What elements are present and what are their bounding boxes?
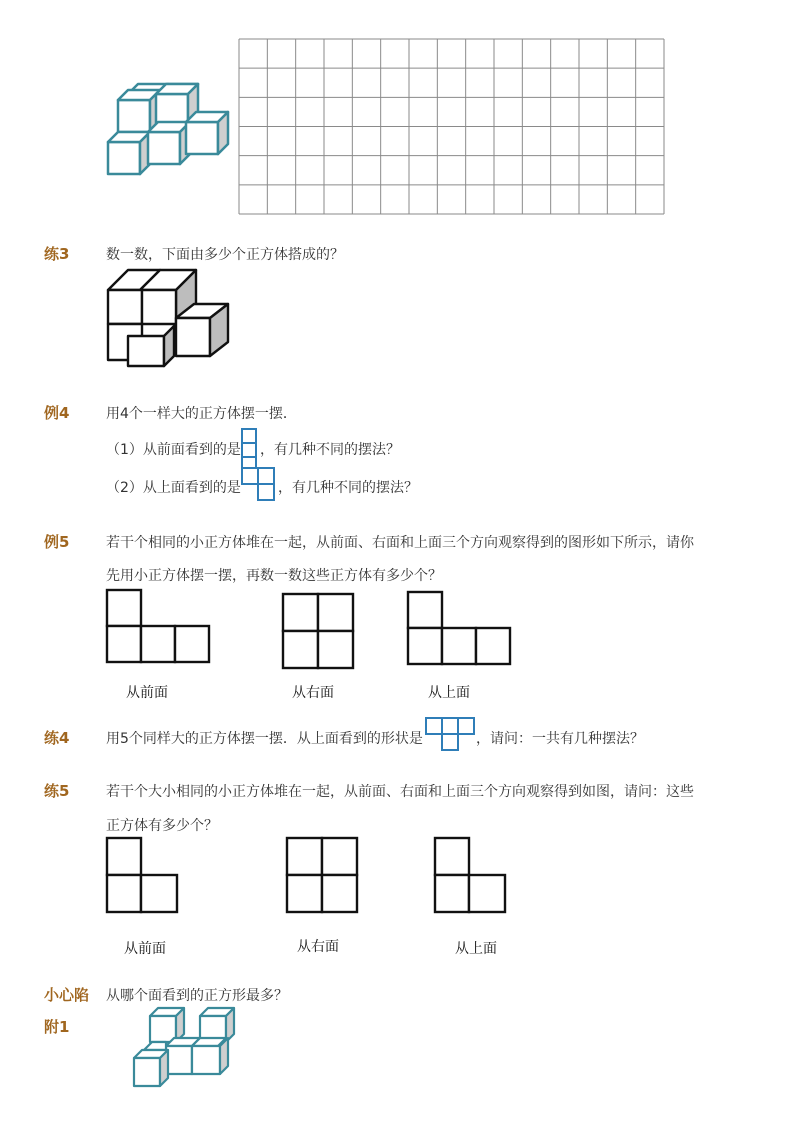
- example-5-top-view: [406, 590, 514, 668]
- trap-question: 从哪个面看到的正方形最多？: [106, 988, 288, 1004]
- practice-5-front-view: [105, 836, 179, 914]
- practice-5-caption-front: 从前面: [124, 941, 166, 957]
- example-4-label: 例4: [44, 404, 70, 422]
- example-4-question-1-suffix: ，有几种不同的摆法？: [260, 442, 400, 458]
- practice-5-top-view: [433, 836, 507, 914]
- practice-3-label: 练3: [44, 245, 70, 263]
- top-view-t-shape: [424, 716, 478, 754]
- teal-cube-stack-top: [100, 78, 235, 178]
- practice-5-line-2: 正方体有多少个？: [106, 818, 218, 834]
- example-5-line-1: 若干个相同的小正方体堆在一起，从前面、右面和上面三个方向观察得到的图形如下所示，请你: [106, 535, 694, 551]
- practice-5-line-1: 若干个大小相同的小正方体堆在一起，从前面、右面和上面三个方向观察得到如图，请问：这些: [106, 784, 694, 800]
- example-5-caption-right: 从右面: [292, 685, 334, 701]
- example-5-front-view: [105, 588, 213, 666]
- dot-grid-paper: [239, 39, 664, 214]
- example-4-question-2-suffix: ，有几种不同的摆法？: [278, 480, 418, 496]
- example-4-question-2-prefix: （2）从上面看到的是: [106, 480, 241, 496]
- teal-cube-stack-bottom: [130, 1004, 240, 1090]
- practice-3-question: 数一数，下面由多少个正方体搭成的？: [106, 247, 344, 263]
- practice-4-label: 练4: [44, 729, 70, 747]
- example-5-caption-top: 从上面: [428, 685, 470, 701]
- top-view-l-shape: [240, 466, 280, 502]
- practice-5-caption-right: 从右面: [297, 939, 339, 955]
- trap-label: 小心陷: [44, 986, 90, 1004]
- practice-4-prefix: 用5个同样大的正方体摆一摆．从上面看到的形状是: [106, 731, 423, 747]
- example-4-question-1-prefix: （1）从前面看到的是: [106, 442, 241, 458]
- black-cube-stack: [104, 266, 234, 368]
- example-5-caption-front: 从前面: [126, 685, 168, 701]
- practice-5-caption-top: 从上面: [455, 941, 497, 957]
- example-5-right-view: [281, 592, 355, 670]
- example-5-label: 例5: [44, 533, 70, 551]
- example-4-intro: 用4个一样大的正方体摆一摆．: [106, 406, 297, 422]
- example-5-line-2: 先用小正方体摆一摆，再数一数这些正方体有多少个？: [106, 568, 442, 584]
- attachment-1-label: 附1: [44, 1018, 70, 1036]
- practice-5-right-view: [285, 836, 359, 914]
- practice-5-label: 练5: [44, 782, 70, 800]
- practice-4-suffix: ，请问：一共有几种摆法？: [476, 731, 644, 747]
